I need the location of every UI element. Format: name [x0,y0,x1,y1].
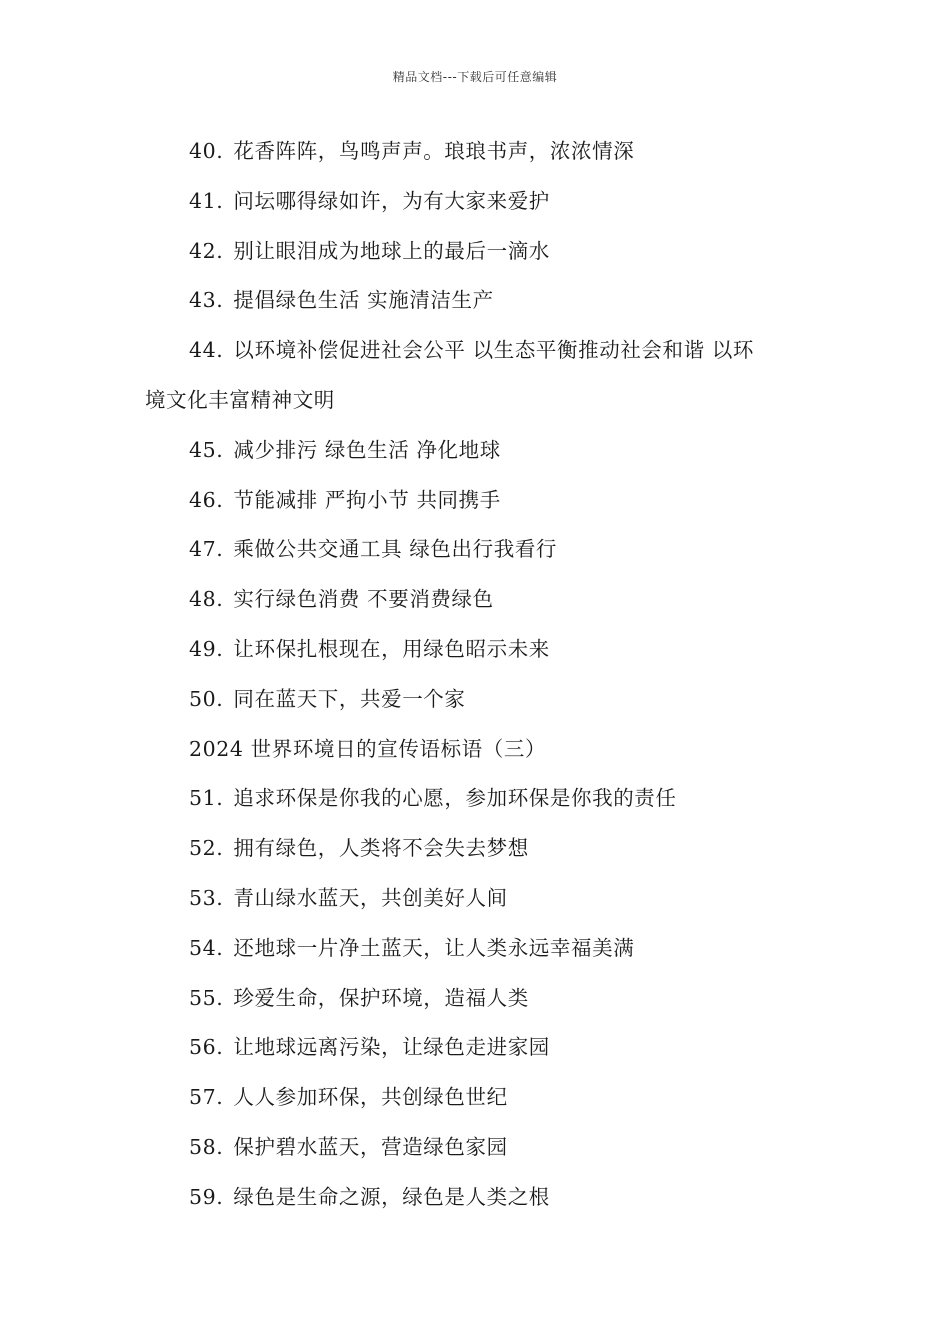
list-item [145,780,810,830]
item-text: 人人参加环保，共创绿色世纪 [233,1085,508,1110]
item-text: 实行绿色消费 不要消费绿色 [233,587,494,612]
item-text: 问坛哪得绿如许，为有大家来爱护 [233,188,550,213]
list-item [145,1179,810,1229]
item-text: 境文化丰富精神文明 [145,387,335,412]
item-text: 以环境补偿促进社会公平 以生态平衡推动社会和谐 以环 [233,338,755,363]
item-number: 58. [189,1134,224,1159]
item-text: 花香阵阵，鸟鸣声声。琅琅书声，浓浓情深 [233,139,635,163]
item-text: 减少排污 绿色生活 净化地球 [233,437,501,462]
list-item [145,681,810,731]
list-item [145,282,810,332]
document-body [145,133,810,1229]
list-item [145,332,810,382]
list-item [145,880,810,930]
item-text: 提倡绿色生活 实施清洁生产 [233,288,494,313]
item-number: 55. [189,985,224,1010]
item-number: 52. [189,836,224,861]
item-text: 青山绿水蓝天，共创美好人间 [233,885,508,910]
list-item-continuation [145,382,810,432]
item-number: 47. [189,537,224,562]
item-number: 40. [189,139,224,163]
item-text: 别让眼泪成为地球上的最后一滴水 [233,238,550,263]
list-item [145,482,810,532]
item-text: 节能减排 严拘小节 共同携手 [233,487,501,512]
list-item [145,631,810,681]
item-number: 48. [189,587,224,612]
list-item [145,1079,810,1129]
item-text: 拥有绿色，人类将不会失去梦想 [233,836,529,861]
section-heading [145,731,810,781]
item-text: 同在蓝天下，共爱一个家 [233,686,466,711]
list-item [145,930,810,980]
item-number: 53. [189,885,224,910]
item-text: 还地球一片净土蓝天，让人类永远幸福美满 [233,935,635,960]
item-number: 49. [189,636,224,661]
item-text: 珍爱生命，保护环境，造福人类 [233,985,529,1010]
item-number: 46. [189,487,224,512]
item-text: 追求环保是你我的心愿，参加环保是你我的责任 [233,786,677,811]
item-number: 43. [189,288,224,313]
list-item [145,581,810,631]
item-text: 乘做公共交通工具 绿色出行我看行 [233,537,558,562]
item-text: 绿色是生命之源，绿色是人类之根 [233,1184,550,1209]
item-text: 保护碧水蓝天，营造绿色家园 [233,1134,508,1159]
item-number: 45. [189,437,224,462]
list-item [145,432,810,482]
list-item [145,1029,810,1079]
list-item [145,133,810,183]
item-number: 54. [189,935,224,960]
item-number: 57. [189,1085,224,1110]
section-heading-text: 2024 世界环境日的宣传语标语（三） [189,736,547,761]
list-item [145,830,810,880]
item-number: 56. [189,1035,224,1060]
item-text: 让环保扎根现在，用绿色昭示未来 [233,636,550,661]
item-number: 44. [189,338,224,363]
page-header: 精品文档---下载后可任意编辑 [392,70,558,84]
list-item [145,233,810,283]
item-number: 59. [189,1184,224,1209]
list-item [145,531,810,581]
list-item [145,1129,810,1179]
item-number: 51. [189,786,224,811]
list-item [145,183,810,233]
item-text: 让地球远离污染，让绿色走进家园 [233,1035,550,1060]
item-number: 41. [189,188,224,213]
item-number: 42. [189,238,224,263]
list-item [145,980,810,1030]
item-number: 50. [189,686,224,711]
